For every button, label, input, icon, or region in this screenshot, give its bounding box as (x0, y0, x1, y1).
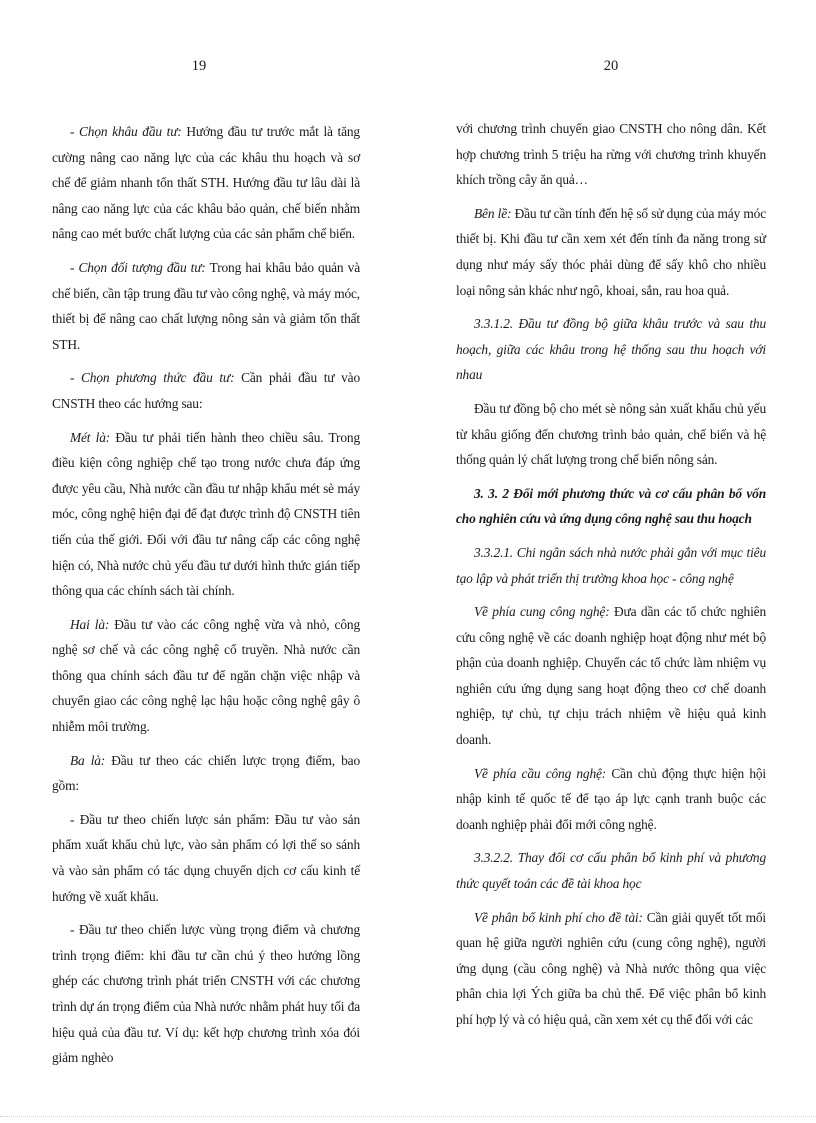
paragraph-continuation (456, 116, 766, 193)
paragraph-text: Trong hai khâu bảo quản và chế biến, cần tập trung đầu tư vào công nghệ, và máy móc, thiết bị để nâng cao chất lượng nông sản và giảm tổn thất STH. (52, 259, 360, 352)
paragraph-text: Đưa dần các tổ chức nghiên cứu công nghệ về các doanh nghiệp hoạt động như mét bộ phận của doanh nghiệp. Chuyển các tổ chức làm nhiệm vụ nghiên cứu ứng dụng sang hoạt động theo cơ chế doanh nghiệp, tự chủ, tự chịu trách nhiệm về hiệu quả kinh doanh. (456, 604, 766, 748)
paragraph-product-strategy (52, 807, 360, 909)
paragraph-lead: Hai là: (70, 616, 110, 632)
paragraph-text: Đầu tư vào các công nghệ vừa và nhỏ, công nghệ sơ chế và các công nghệ cổ truyền. Nhà nước cần thông qua chính sách đầu tư để ngăn chặn việc nhập và chuyển giao các công nghệ lạc hậu hoặc công nghệ gây ô nhiễm môi trường. (52, 616, 360, 735)
paragraph-text: Đầu tư đồng bộ cho mét sè nông sản xuất khẩu chủ yếu từ khâu giống đến chương trình bảo quản, chế biến và hệ thống quản lý chất lượng trong chế biến nông sản. (456, 400, 766, 468)
paragraph-tech-demand (456, 761, 766, 838)
page-number-left: 19 (191, 58, 207, 74)
right-page (456, 0, 766, 1100)
paragraph-lead: Ba là: (70, 752, 106, 768)
paragraph-text: với chương trình chuyển giao CNSTH cho nông dân. Kết hợp chương trình 5 triệu ha rừng với chương trình khuyến khích trồng cây ăn quả… (456, 121, 766, 188)
paragraph-text: - Đầu tư theo chiến lược vùng trọng điểm và chương trình trọng điểm: khi đầu tư cần chú ý theo hướng lồng ghép các chương trình phát triển CNSTH với các chương trình dự án trọng điểm của Nhà nước nhằm phát huy tối đa hiệu quả của đầu tư. Ví dụ: kết hợp chương trình xóa đói giảm nghèo (52, 922, 360, 1066)
paragraph-tech-supply (456, 599, 766, 753)
paragraph-text: Cần chủ động thực hiện hội nhập kinh tế quốc tế để tạo áp lực cạnh tranh buộc các doanh nghiệp phải đổi mới công nghệ. (456, 765, 766, 832)
paragraph-funding-allocation (456, 905, 766, 1033)
subheading-3-3-2-1: 3.3.2.1. Chi ngân sách nhà nước phải gắn với mục tiêu tạo lập và phát triển thị trường khoa học - công nghệ (456, 544, 766, 586)
paragraph-invest-target (52, 255, 360, 357)
paragraph-lead: Về phía cung công nghệ: (474, 604, 610, 620)
paragraph-third (52, 748, 360, 799)
page-number-right: 20 (603, 58, 619, 74)
paragraph-lead: - Chọn phương thức đầu tư: (70, 370, 235, 386)
left-page-body (52, 119, 360, 1071)
paragraph-second (52, 612, 360, 740)
page-bottom-divider (0, 1116, 816, 1117)
paragraph-first (52, 425, 360, 604)
paragraph-text: Cần giải quyết tốt mối quan hệ giữa người nghiên cứu (cung công nghệ), người ứng dụng (cầu công nghệ) và Nhà nước thông qua việc phân chia lợi Ých giữa ba chủ thể. Để việc phân bổ kinh phí hợp lý và có hiệu quả, cần xem xét cụ thể đối với các (456, 909, 767, 1027)
paragraph-text: Hướng đầu tư trước mắt là tăng cường nâng cao năng lực của các khâu thu hoạch và sơ chế để giảm nhanh tổn thất STH. Hướng đầu tư lâu dài là nâng cao năng lực của các khâu bảo quản, chế biến nhằm nâng cao mét bước chất lượng của các sản phẩm chế biến. (52, 124, 360, 242)
paragraph-lead: Bên lề: (474, 205, 512, 221)
paragraph-lead: Về phía cầu công nghệ: (474, 765, 607, 781)
left-page (52, 0, 360, 1100)
paragraph-invest-method (52, 365, 360, 416)
paragraph-invest-stage (52, 119, 360, 247)
paragraph-synchronous-investment (456, 396, 766, 473)
paragraph-side-note (456, 201, 766, 303)
right-page-body (456, 116, 766, 1033)
paragraph-text: Đầu tư phải tiến hành theo chiều sâu. Trong điều kiện công nghiệp chế tạo trong nước chưa đáp ứng được yêu cầu, Nhà nước cần đầu tư nhập khẩu mét sè máy móc, công nghệ hiện đại để đạt được trình độ CNSTH tiên tiến của thế giới. Đối với đầu tư nâng cấp các công nghệ hiện có, Nhà nước chủ yếu đầu tư dưới hình thức gián tiếp thông qua các chính sách tài chính. (52, 429, 360, 599)
paragraph-region-strategy (52, 917, 360, 1071)
subheading-3-3-2-2: 3.3.2.2. Thay đổi cơ cấu phân bổ kinh phí và phương thức quyết toán các đề tài khoa học (456, 850, 766, 892)
paragraph-lead: - Chọn khâu đầu tư: (70, 124, 182, 139)
paragraph-lead: Về phân bổ kinh phí cho đề tài: (474, 909, 643, 925)
paragraph-text: Cần phải đầu tư vào CNSTH theo các hướng sau: (52, 370, 361, 411)
paragraph-text: - Đầu tư theo chiến lược sản phẩm: Đầu tư vào sản phẩm xuất khẩu chủ lực, vào sản phẩm có lợi thế so sánh và vào sản phẩm có tác dụng chuyển dịch cơ cấu kinh tế hướng về xuất khẩu. (52, 811, 360, 904)
section-heading-3-3-2: 3. 3. 2 Đổi mới phương thức và cơ cấu phân bổ vốn cho nghiên cứu và ứng dụng công nghệ sau thu hoạch (456, 485, 766, 527)
paragraph-text: Đầu tư theo các chiến lược trọng điểm, bao gồm: (52, 752, 360, 794)
paragraph-text: Đầu tư cần tính đến hệ số sử dụng của máy móc thiết bị. Khi đầu tư cần xem xét đến tính đa năng trong sử dụng như máy sấy thóc phải dùng để sấy khô cho nhiều loại nông sản khác như ngô, khoai, sắn, rau hoa quả. (456, 205, 766, 298)
paragraph-lead: - Chọn đối tượng đầu tư: (70, 259, 206, 275)
subheading-3-3-1-2: 3.3.1.2. Đầu tư đồng bộ giữa khâu trước và sau thu hoạch, giữa các khâu trong hệ thống sau thu hoạch với nhau (456, 316, 766, 383)
paragraph-lead: Mét là: (70, 429, 111, 445)
